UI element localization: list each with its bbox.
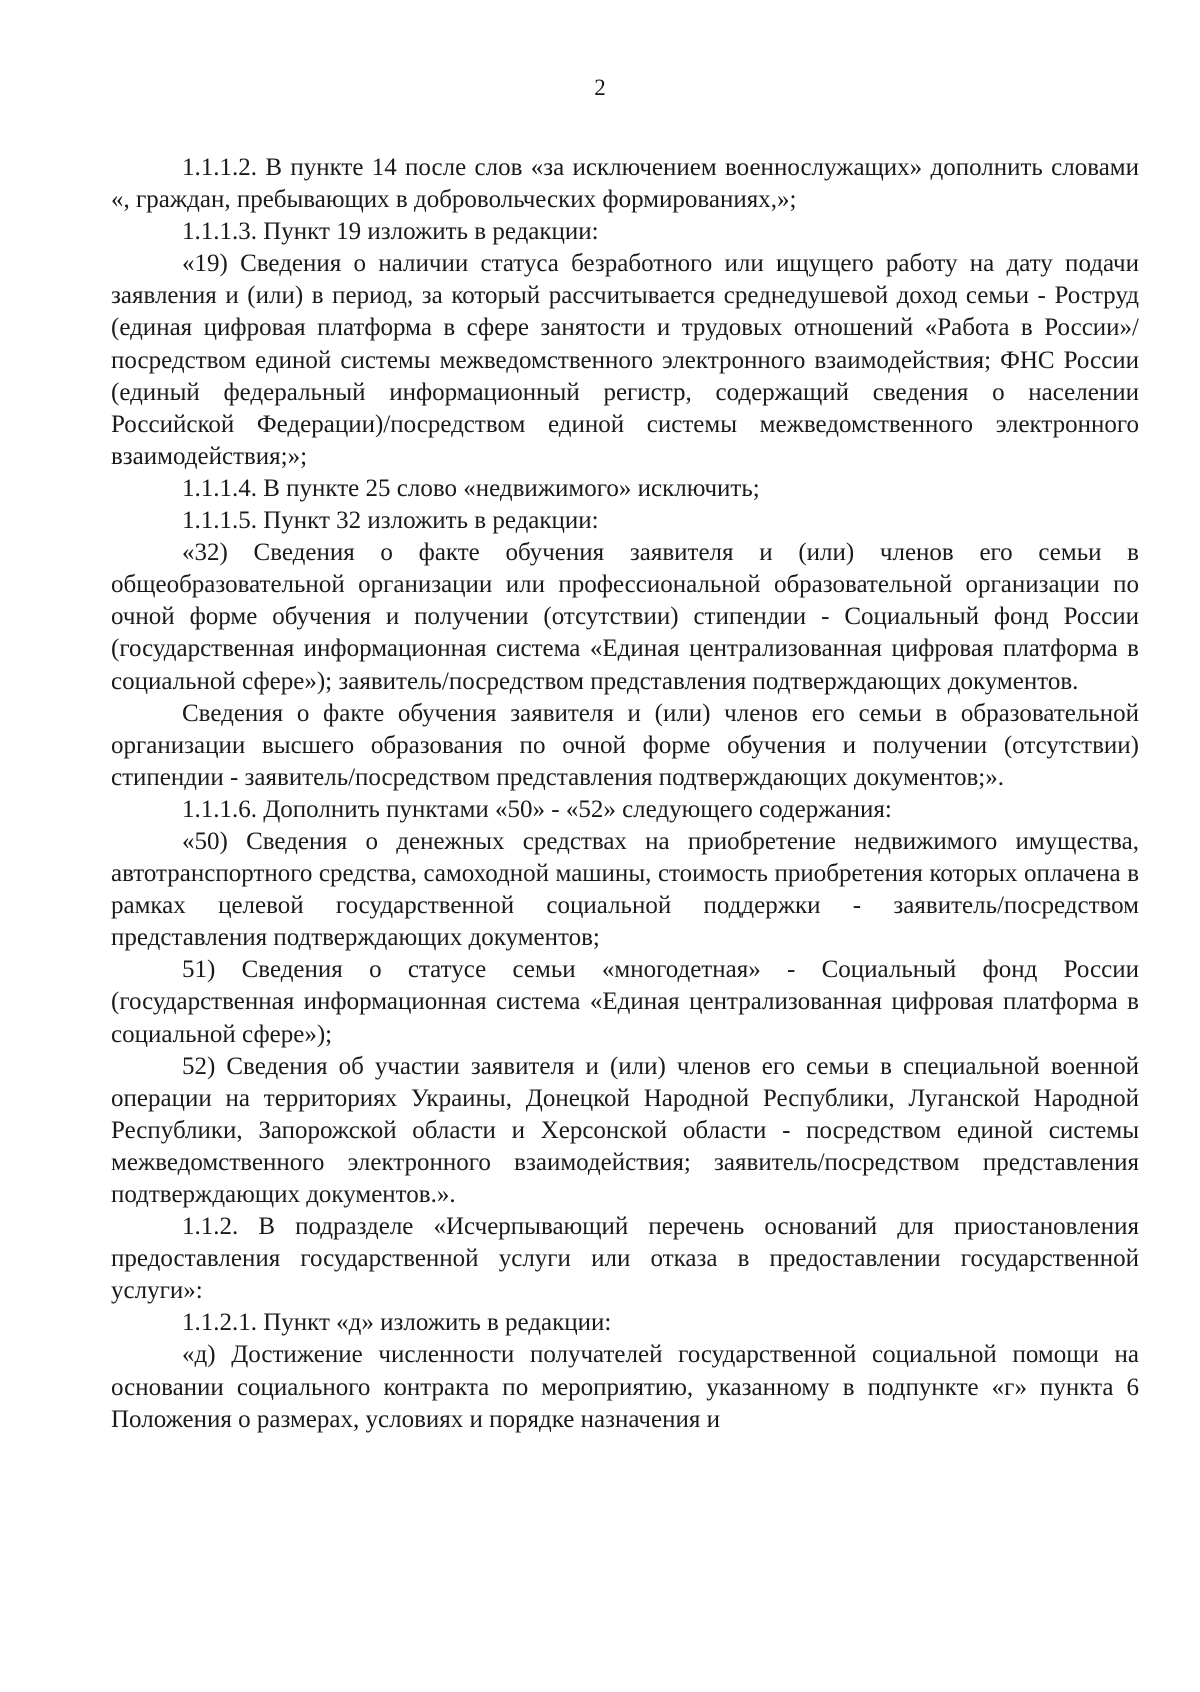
paragraph-item-19: «19) Сведения о наличии статуса безработного или ищущего работу на дату подачи заявления и (или) в период, за который рассчитывается среднедушевой доход семьи - Роструд (единая цифровая платформа в сфере занятости и трудовых отношений «Работа в России»/посредством единой системы межведомственного электронного взаимодействия; ФНС России (единый федеральный информационный регистр, содержащий сведения о населении Российской Федерации)/посредством единой системы межведомственного электронного взаимодействия;»; [111,250,1139,470]
paragraph-item-50: «50) Сведения о денежных средствах на приобретение недвижимого имущества, автотранспортного средства, самоходной машины, стоимость приобретения которых оплачена в рамках целевой государственной социальной поддержки - заявитель/посредством представления подтверждающих документов; [111,827,1139,952]
document-body [111,152,1139,1436]
paragraph-1.1.1.3: 1.1.1.3. Пункт 19 изложить в редакции: [182,218,599,246]
paragraph-1.1.1.2: 1.1.1.2. В пункте 14 после слов «за исключением военнослужащих» дополнить словами «, граждан, пребывающих в добровольческих формированиях,»; [111,154,1139,214]
paragraph-1.1.1.6: 1.1.1.6. Дополнить пунктами «50» - «52» следующего содержания: [182,795,892,823]
paragraph-1.1.2: 1.1.2. В подразделе «Исчерпывающий перечень оснований для приостановления предоставления государственной услуги или отказа в предоставлении государственной услуги»: [111,1213,1139,1305]
paragraph-1.1.2.1: 1.1.2.1. Пункт «д» изложить в редакции: [182,1309,612,1337]
paragraph-item-32: «32) Сведения о факте обучения заявителя и (или) членов его семьи в общеобразовательной организации или профессиональной образовательной организации по очной форме обучения и получении (отсутствии) стипендии - Социальный фонд России (государственная информационная система «Единая централизованная цифровая платформа в социальной сфере»); заявитель/посредством представления подтверждающих документов. [111,539,1139,695]
paragraph-item-52: 52) Сведения об участии заявителя и (или) членов его семьи в специальной военной операции на территориях Украины, Донецкой Народной Республики, Луганской Народной Республики, Запорожской области и Херсонской области - посредством единой системы межведомственного электронного взаимодействия; заявитель/посредством представления подтверждающих документов.». [111,1052,1139,1208]
paragraph-item-32-higher-education: Сведения о факте обучения заявителя и (или) членов его семьи в образовательной организации высшего образования по очной форме обучения и получении (отсутствии) стипендии - заявитель/посредством представления подтверждающих документов;». [111,699,1139,791]
paragraph-1.1.1.5: 1.1.1.5. Пункт 32 изложить в редакции: [182,507,599,535]
page-number: 2 [594,75,606,100]
paragraph-item-51: 51) Сведения о статусе семьи «многодетная» - Социальный фонд России (государственная информационная система «Единая централизованная цифровая платформа в социальной сфере»); [111,956,1139,1048]
paragraph-1.1.1.4: 1.1.1.4. В пункте 25 слово «недвижимого» исключить; [182,474,760,502]
paragraph-item-d: «д) Достижение численности получателей государственной социальной помощи на основании социального контракта по мероприятию, указанному в подпункте «г» пункта 6 Положения о размерах, условиях и порядке назначения и [111,1341,1139,1433]
